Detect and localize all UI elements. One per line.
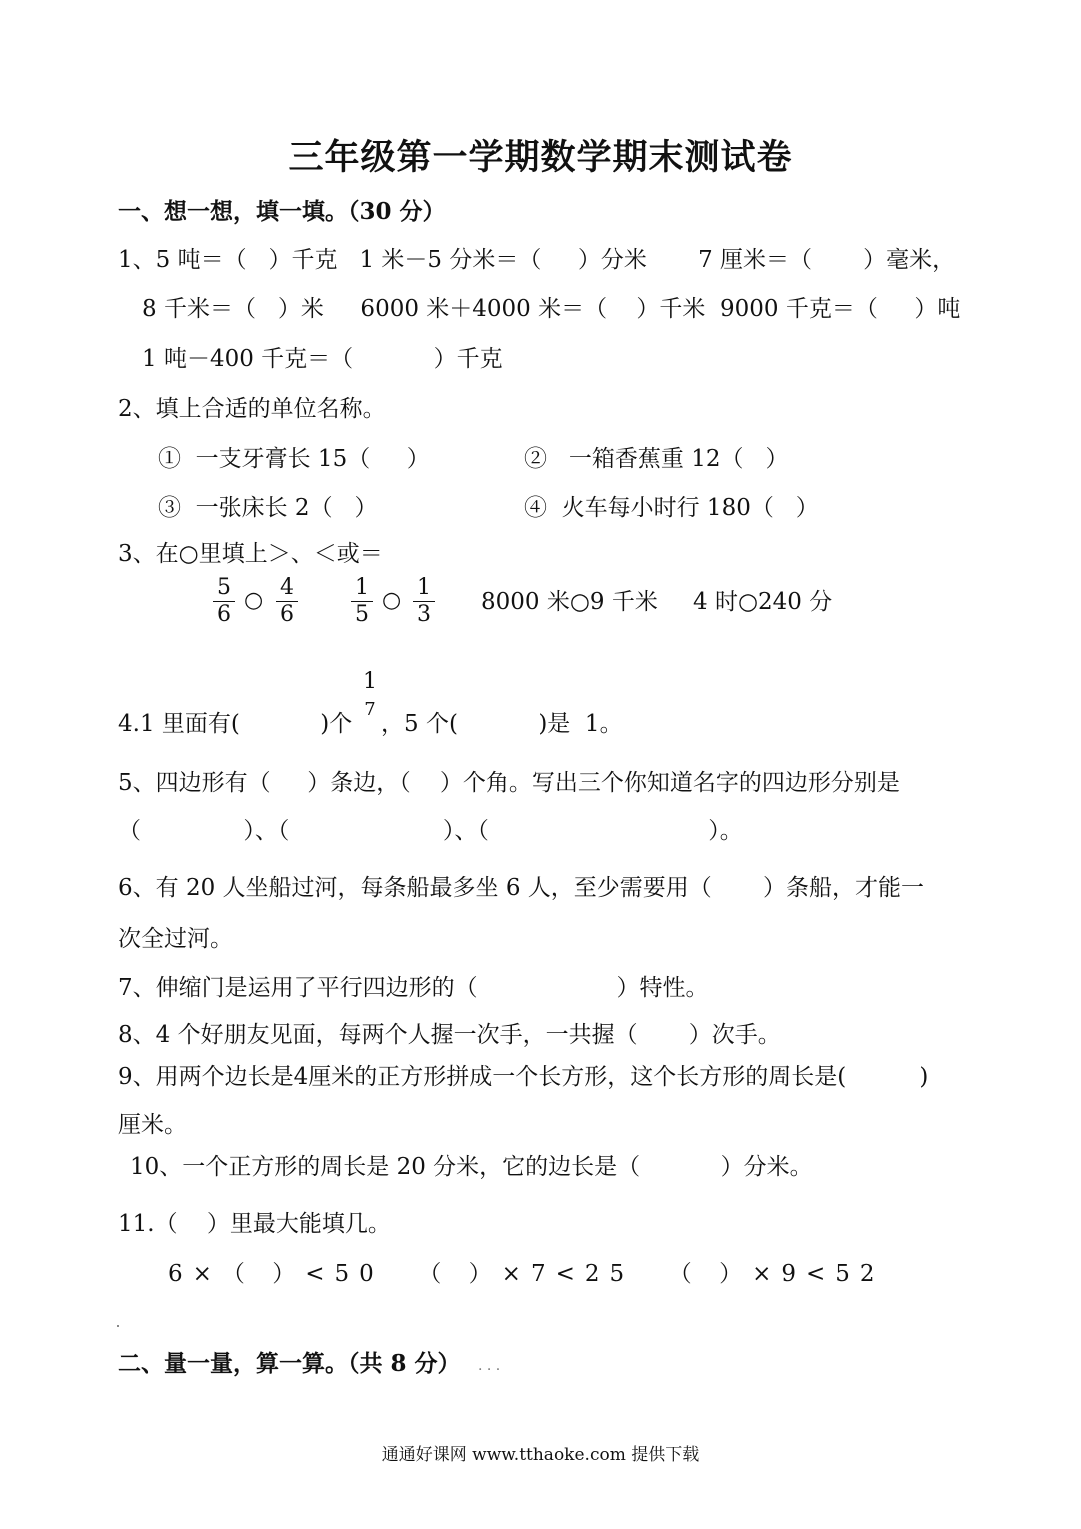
- compare-circle: ○: [244, 588, 264, 613]
- q7: 7、伸缩门是运用了平行四边形的（ ）特性。: [118, 975, 709, 1001]
- q2-item-c: ③ 一张床长 2（ ）: [158, 495, 378, 521]
- fraction-numerator: 5: [213, 576, 235, 602]
- q2-item-d: ④ 火车每小时行 180（ ）: [524, 495, 819, 521]
- q3-compare-4: 4 时○240 分: [693, 589, 833, 615]
- q2-prompt: 2、填上合适的单位名称。: [118, 396, 386, 422]
- fraction-denominator: 6: [217, 602, 231, 627]
- q11-items: 6×（ ）<50 （ ）×7<25 （ ）×9<52: [168, 1261, 885, 1287]
- fraction-numerator: 1: [351, 576, 373, 602]
- section-1-heading: 一、想一想，填一填。（30 分）: [118, 198, 446, 225]
- q4-part-1: 4.1 里面有( )个: [118, 711, 353, 737]
- section-2-heading: 二、量一量，算一算。（共 8 分）: [118, 1350, 461, 1377]
- q3-prompt: 3、在○里填上＞、＜或＝: [118, 541, 383, 567]
- q10: 10、一个正方形的周长是 20 分米，它的边长是（ ）分米。: [130, 1154, 813, 1180]
- scan-dot: [117, 1325, 119, 1327]
- q5-line-2: （ ）、（ ）、（ ）。: [118, 818, 743, 844]
- q1-line-1: 1、5 吨＝（ ）千克 1 米－5 分米＝（ ）分米 7 厘米＝（ ）毫米，: [118, 247, 956, 273]
- fraction-numerator: 1: [413, 576, 435, 602]
- q3-fraction-4: [413, 576, 435, 627]
- q3-compare-3: 8000 米○9 千米: [481, 589, 658, 615]
- q6-line-1: 6、有 20 人坐船过河，每条船最多坐 6 人，至少需要用（ ）条船，才能一: [118, 875, 924, 901]
- q1-line-2: 8 千米＝（ ）米 6000 米＋4000 米＝（ ）千米 9000 千克＝（ ）吨: [142, 296, 961, 322]
- q1-line-3: 1 吨－400 千克＝（ ）千克: [142, 346, 503, 372]
- fraction-denominator: 7: [364, 699, 376, 720]
- compare-circle: ○: [382, 588, 402, 613]
- section-2-trail: . . .: [478, 1358, 501, 1374]
- q8: 8、4 个好朋友见面，每两个人握一次手，一共握（ ）次手。: [118, 1022, 781, 1048]
- q5-line-1: 5、四边形有（ ）条边，（ ）个角。写出三个你知道名字的四边形分别是: [118, 770, 900, 796]
- q2-item-a: ① 一支牙膏长 15（ ）: [158, 446, 430, 472]
- page-title: 三年级第一学期数学期末测试卷: [288, 137, 793, 178]
- q9-line-1: 9、用两个边长是4厘米的正方形拼成一个长方形，这个长方形的周长是( ): [118, 1064, 929, 1090]
- q4-part-2: ，5 个( )是 1。: [381, 711, 623, 737]
- q2-item-b: ② 一箱香蕉重 12（ ）: [524, 446, 789, 472]
- q4-fraction: [359, 670, 381, 722]
- q9-line-2: 厘米。: [118, 1112, 187, 1138]
- fraction-denominator: 5: [355, 602, 369, 627]
- fraction-numerator: 1: [363, 669, 377, 694]
- fraction-denominator: 3: [417, 602, 431, 627]
- q6-line-2: 次全过河。: [118, 926, 233, 952]
- fraction-numerator: 4: [276, 576, 298, 602]
- fraction-denominator: 6: [280, 602, 294, 627]
- q3-fraction-1: [213, 576, 235, 627]
- q3-fraction-3: [351, 576, 373, 627]
- q11-prompt: 11.（ ）里最大能填几。: [118, 1211, 391, 1237]
- footer-credit: 通通好课网 www.tthaoke.com 提供下载: [381, 1445, 700, 1465]
- q3-fraction-2: [276, 576, 298, 627]
